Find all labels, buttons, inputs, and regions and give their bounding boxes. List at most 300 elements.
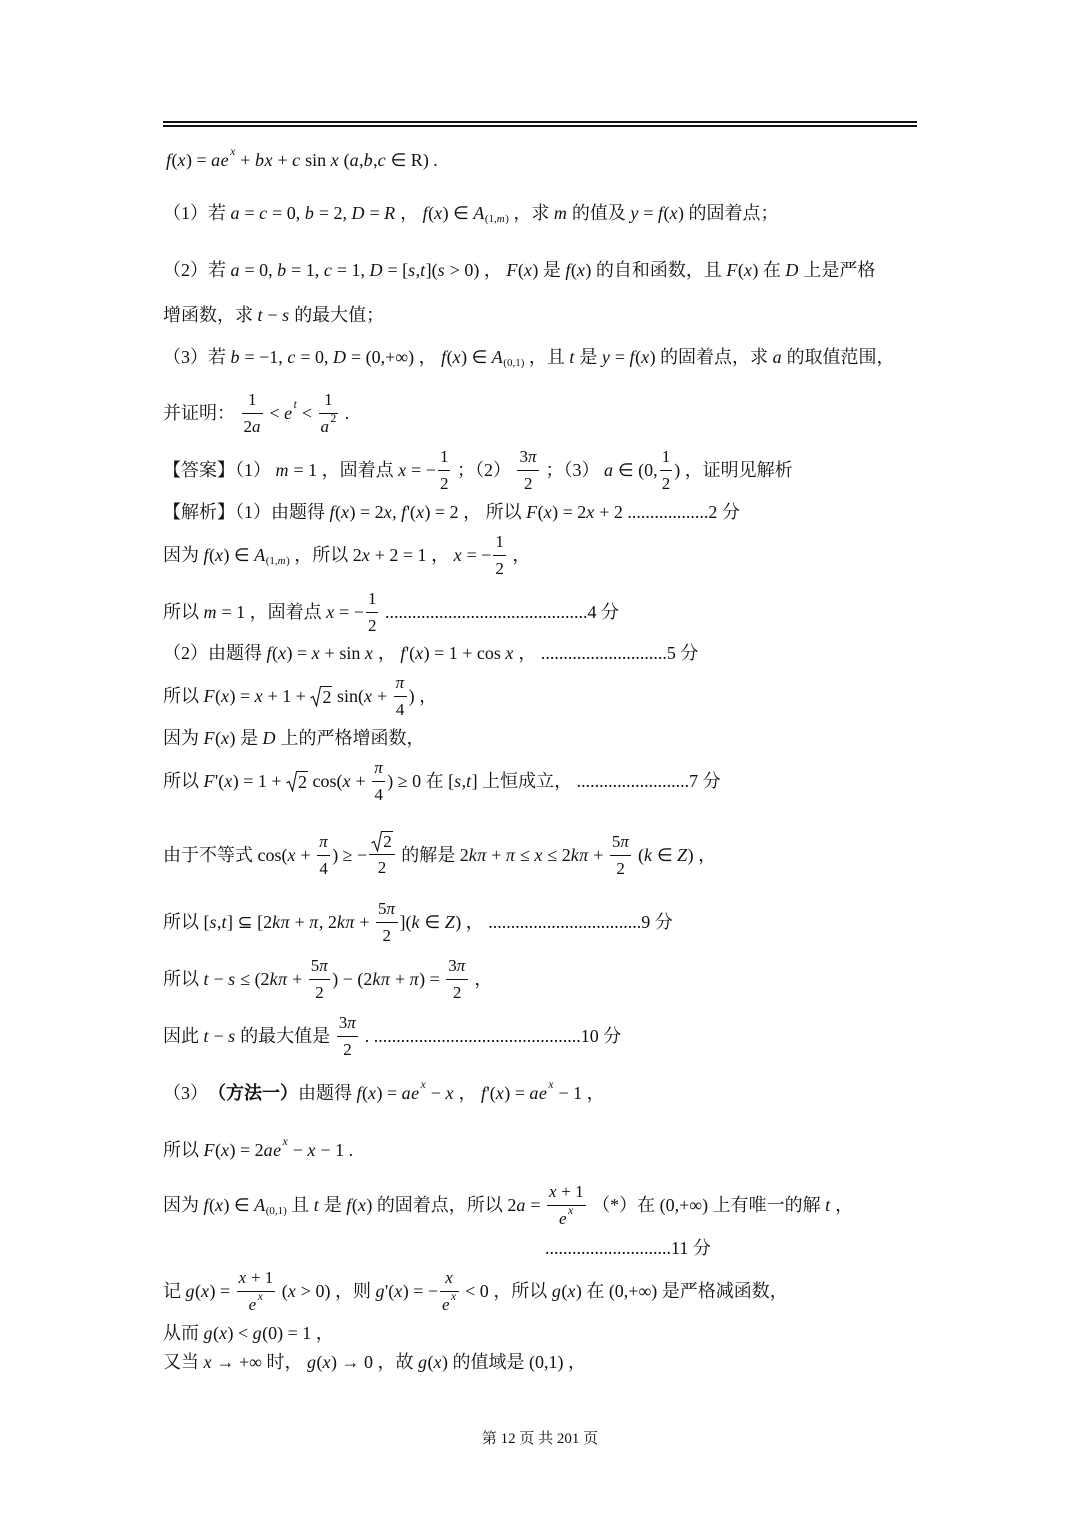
text-run: （2）由题得 [163, 643, 267, 663]
math-variable: f [266, 643, 272, 663]
text-run: 上的严格增函数， [276, 728, 425, 748]
math-expression: ) − (2kπ + π) = [332, 969, 445, 989]
math-variable: π [456, 955, 466, 975]
numerator [438, 446, 451, 471]
subscript: (0,1) [503, 357, 525, 369]
subscript: (0,1) [265, 1205, 287, 1217]
math-variable: x [363, 686, 372, 706]
math-variable: m [496, 213, 505, 225]
text-run: ，证明见解析 [680, 460, 793, 480]
math-variable: e [411, 1083, 420, 1103]
math-expression: (0,1) [528, 1352, 564, 1372]
subscript: (1,m) [265, 555, 290, 567]
solution-part-2-line-4 [163, 753, 721, 809]
text-run: . ..............................................10 分 [360, 1026, 622, 1046]
math-variable: a [516, 1195, 526, 1215]
text-run: ，求 [508, 203, 554, 223]
math-variable: Z [444, 912, 455, 932]
math-expression: 4 [374, 784, 383, 804]
math-variable: a [263, 1140, 273, 1160]
text-run: ， [693, 845, 717, 865]
math-variable: x [445, 1267, 453, 1287]
math-expression: 5π [310, 955, 328, 975]
text-run: ， [414, 686, 438, 706]
text-run: 由于不等式 [163, 845, 258, 865]
math-variable: m [553, 203, 567, 223]
fraction [309, 955, 331, 1004]
radical-sign-icon [371, 831, 382, 852]
text-run: 所以 [163, 602, 204, 622]
math-expression [773, 346, 783, 368]
math-variable: a [320, 416, 330, 436]
denominator [610, 856, 632, 880]
math-variable: g [551, 1281, 561, 1301]
question-part-3-line-1 [163, 329, 895, 385]
math-variable: x [311, 643, 320, 663]
text-run: ，固着点 [317, 460, 399, 480]
math-variable: b [363, 150, 373, 170]
denominator [446, 980, 468, 1004]
square-root [286, 771, 308, 792]
function-name: sin [339, 643, 361, 663]
function-definition [166, 132, 438, 188]
numerator [309, 955, 331, 980]
text-run: 的最大值； [289, 305, 385, 325]
math-variable: x [342, 771, 351, 791]
math-variable: c [287, 347, 296, 367]
math-expression [321, 416, 330, 438]
math-variable: a [604, 460, 613, 480]
math-variable: x [452, 347, 461, 367]
math-variable: g [185, 1281, 195, 1301]
math-expression: < e [265, 403, 293, 423]
radicand: 2 [298, 771, 308, 792]
text-run: （*）在 [587, 1195, 660, 1215]
math-variable: x [543, 502, 552, 522]
math-expression: (0,+∞) [659, 1195, 709, 1215]
text-run: 因为 [163, 1195, 204, 1215]
page-number-footer: 第 12 页 共 201 页 [481, 1431, 599, 1447]
math-variable: x [548, 1079, 554, 1091]
math-variable: x [669, 203, 678, 223]
math-expression: 4 [395, 699, 405, 719]
math-expression: 2 [315, 982, 324, 1002]
fraction [376, 898, 398, 947]
math-expression: 4 [319, 858, 328, 878]
numerator [547, 1181, 586, 1206]
solution-part-3-line-2 [163, 1122, 353, 1178]
math-expression [396, 672, 405, 694]
math-variable: c [259, 203, 268, 223]
fraction [610, 831, 632, 880]
math-variable: c [292, 150, 301, 170]
math-variable: x [364, 643, 373, 663]
denominator [440, 1292, 459, 1316]
radical-sign [286, 771, 297, 792]
text-run: 的固着点，求 [655, 347, 773, 367]
math-variable: a [529, 1083, 539, 1103]
math-variable: D [332, 347, 346, 367]
bold-text: （方法一） [208, 1083, 298, 1103]
math-variable: f [329, 502, 335, 522]
math-variable: f [441, 347, 447, 367]
math-variable: x [215, 545, 224, 565]
math-expression: g(x) = [185, 1281, 235, 1301]
math-variable: x [523, 260, 532, 280]
math-variable: x [230, 146, 236, 158]
denominator [493, 556, 506, 580]
math-expression: 3π [448, 955, 466, 975]
math-variable: f [565, 260, 571, 280]
text-run: ，且 [524, 347, 570, 367]
radicand: 2 [322, 686, 332, 707]
superscript [258, 1291, 264, 1303]
math-variable: c [323, 260, 332, 280]
math-expression: f'(x) = 1 + cos x [400, 643, 514, 663]
solution-part-2-line-5 [163, 827, 716, 883]
solution-part-3-line-3 [163, 1177, 853, 1233]
math-variable: b [277, 260, 287, 280]
math-variable: x [221, 728, 229, 748]
math-variable: π [477, 845, 487, 865]
numerator [242, 389, 264, 414]
superscript [294, 399, 298, 411]
text-run: 的取值范围， [782, 347, 895, 367]
superscript: 2 [330, 412, 337, 425]
text-run: 【答案】（1） [163, 460, 276, 480]
math-expression: F(x) = 2x + 2 [526, 502, 623, 522]
numerator [446, 955, 468, 980]
math-variable: A [254, 545, 266, 565]
math-variable: x [451, 1290, 457, 1303]
text-run: ， [507, 545, 531, 565]
text-run: 在 [421, 771, 449, 791]
math-variable: y [601, 347, 610, 367]
math-expression [319, 831, 328, 853]
math-variable: k [643, 845, 652, 865]
math-variable: x [357, 1195, 366, 1215]
math-variable: f [166, 150, 172, 170]
math-expression: f(x) = ae [356, 1083, 420, 1103]
subscript: (1,m) [484, 213, 509, 225]
text-run: ............................11 分 [545, 1238, 711, 1258]
numerator [372, 757, 385, 782]
superscript [421, 1079, 427, 1091]
math-variable: x [361, 545, 370, 565]
math-variable: k [372, 969, 381, 989]
numerator [517, 446, 539, 471]
denominator [319, 414, 339, 438]
text-run: ，故 [372, 1352, 418, 1372]
math-expression: + bx + c sin x (a,b,c ∈ [235, 150, 411, 170]
header-rule-bottom [163, 125, 917, 127]
radical-sign-icon [310, 686, 321, 707]
math-variable: x [495, 1083, 504, 1103]
math-expression: x → +∞ [203, 1352, 262, 1372]
math-expression: x = − [453, 545, 492, 565]
numerator [610, 831, 632, 856]
text-run: 所以 [163, 1140, 204, 1160]
math-variable: x [326, 602, 335, 622]
text-run: ， [453, 1083, 481, 1103]
math-variable: s [209, 912, 217, 932]
math-expression: 5π [378, 898, 396, 918]
math-variable: t [203, 1026, 209, 1046]
text-run: 是 [538, 260, 566, 280]
numerator [366, 588, 379, 613]
math-expression: [s,t] ⊆ [2kπ + π, 2kπ + [203, 912, 375, 932]
text-run: 上有唯一的解 [708, 1195, 826, 1215]
math-variable: k [269, 969, 278, 989]
math-expression: ) [674, 460, 681, 480]
text-run: 在 [758, 260, 786, 280]
text-run: ..................2 分 [622, 502, 740, 522]
math-variable: x [264, 150, 273, 170]
text-run: 是 [319, 1195, 347, 1215]
math-variable: f [629, 347, 635, 367]
math-variable: k [570, 845, 579, 865]
math-variable: A [473, 203, 485, 223]
math-expression: 2 [343, 1039, 352, 1059]
math-variable: f [203, 545, 209, 565]
text-run: ， [414, 347, 442, 367]
denominator [376, 923, 398, 947]
numerator [317, 831, 330, 856]
math-expression: g(x) [551, 1281, 582, 1301]
denominator [337, 1037, 359, 1061]
math-variable: f [422, 203, 428, 223]
math-expression: f(x) ∈ A [441, 347, 503, 367]
math-variable: F [203, 728, 215, 748]
text-run: 由题得 [298, 1083, 357, 1103]
math-expression: f(x) = 2x, f'(x) = 2 [329, 502, 459, 522]
math-expression: [s,t] [448, 771, 478, 791]
math-variable: f [346, 1195, 352, 1215]
math-variable: x [743, 260, 752, 280]
square-root [371, 831, 393, 852]
math-expression: f(x) [565, 260, 592, 280]
math-variable: π [280, 912, 290, 932]
math-variable: t [420, 260, 426, 280]
math-expression: F(x) [726, 260, 759, 280]
math-variable: t [203, 969, 209, 989]
math-expression: 2 [523, 473, 533, 493]
math-expression: − x [426, 1083, 454, 1103]
math-variable: m [277, 555, 286, 567]
text-run: （3）若 [163, 347, 231, 367]
math-variable: x [641, 347, 650, 367]
text-run: 因此 [163, 1026, 204, 1046]
math-expression: b = −1, c = 0, D = (0,+∞) [230, 347, 415, 367]
math-variable: A [254, 1195, 266, 1215]
function-name: sin [305, 150, 327, 170]
denominator [242, 414, 264, 438]
solution-part-1-line-2 [163, 527, 530, 583]
math-variable: F [726, 260, 738, 280]
math-expression: y = f(x) [630, 203, 685, 223]
math-expression: F(x) = x + 1 + [203, 686, 311, 706]
math-variable: m [275, 460, 289, 480]
math-variable: x [287, 1281, 296, 1301]
math-expression: F(x) [203, 728, 236, 748]
math-variable: c [377, 150, 386, 170]
math-expression: 2 [452, 982, 462, 1002]
math-variable: x [215, 1195, 224, 1215]
text-run: ， [830, 1195, 854, 1215]
math-variable: s [282, 305, 290, 325]
math-expression: f(x) ∈ A [203, 545, 266, 565]
math-expression: . [340, 403, 350, 423]
math-variable: b [230, 347, 240, 367]
math-variable: x [415, 643, 424, 663]
denominator [309, 980, 331, 1004]
math-expression [374, 757, 383, 779]
math-variable: f [658, 203, 664, 223]
numerator [394, 672, 407, 697]
radical-sign [310, 686, 321, 707]
math-expression: ) . [422, 150, 438, 170]
fraction [446, 955, 468, 1004]
text-run: 记 [163, 1281, 186, 1301]
math-variable: t [257, 305, 263, 325]
text-run: 所以 [163, 686, 204, 706]
fraction [372, 757, 385, 806]
math-variable: x [219, 1323, 227, 1343]
math-expression: − x − 1 [288, 1140, 345, 1160]
math-variable: x [434, 203, 443, 223]
text-run: 时， [261, 1352, 307, 1372]
radicand: 2 [383, 832, 392, 851]
math-variable: x [257, 1290, 263, 1303]
math-variable: t [569, 347, 575, 367]
solution-part-3-line-6 [163, 1334, 586, 1390]
text-run: 的固着点； [684, 203, 779, 223]
math-variable: a [230, 260, 240, 280]
math-variable: π [395, 672, 405, 692]
math-variable: π [309, 912, 319, 932]
text-run: 是严格减函数， [657, 1281, 788, 1301]
math-expression: 1 [495, 531, 504, 551]
text-run: 所以 [163, 912, 204, 932]
math-expression: t − s [257, 305, 290, 325]
math-variable: e [538, 1083, 547, 1103]
math-variable: π [345, 912, 355, 932]
math-expression: 5π [611, 831, 629, 851]
math-variable: f [203, 1195, 209, 1215]
math-expression: 1 [367, 588, 377, 608]
math-expression: (x > 0) [277, 1281, 331, 1301]
math-expression: 1 [661, 446, 671, 466]
math-variable: e [248, 1294, 257, 1314]
text-run: 所以 [163, 969, 204, 989]
math-variable: x [341, 502, 350, 522]
math-expression: 1 [248, 389, 257, 409]
text-run: ，所以 [289, 545, 353, 565]
superscript [548, 1079, 554, 1091]
text-run: ， ..................................9 分 [461, 912, 673, 932]
math-expression: 1 [324, 389, 333, 409]
fraction [242, 389, 264, 438]
math-expression: 2a [243, 416, 261, 436]
math-variable: x [548, 1181, 557, 1201]
math-variable: e [284, 403, 293, 423]
text-run: ， ............................5 分 [513, 643, 699, 663]
fraction [440, 1267, 459, 1316]
radical-sign-icon [286, 771, 297, 792]
text-run: . [344, 1140, 354, 1160]
math-expression: cos(x + [257, 845, 316, 865]
math-variable: e [558, 1208, 567, 1228]
text-run: 从而 [163, 1323, 204, 1343]
math-variable: D [785, 260, 799, 280]
math-expression: y = f(x) [601, 347, 656, 367]
math-variable: a [349, 150, 359, 170]
math-expression: 2 [377, 858, 387, 877]
math-variable: x [287, 845, 296, 865]
math-variable: g [417, 1352, 427, 1372]
math-expression: f(x) [346, 1195, 373, 1215]
math-expression [785, 259, 799, 281]
math-variable: x [278, 643, 287, 663]
math-variable: x [368, 1083, 377, 1103]
text-run: ， [426, 545, 454, 565]
math-variable: k [468, 845, 477, 865]
text-run: 所以 [163, 771, 204, 791]
math-expression: m = 1 [275, 460, 318, 480]
math-variable: t [466, 771, 472, 791]
superscript [230, 146, 236, 158]
math-variable: s [437, 260, 445, 280]
math-variable: k [336, 912, 345, 932]
math-expression: 1 [439, 446, 449, 466]
math-variable: x [420, 1079, 426, 1091]
text-run: 且 [286, 1195, 314, 1215]
text-run: 上是严格 [798, 260, 876, 280]
math-variable: x [282, 1136, 288, 1148]
math-expression: t − s ≤ (2kπ + [203, 969, 307, 989]
numerator [319, 389, 339, 414]
math-variable: b [304, 203, 314, 223]
function-name: cos [312, 771, 337, 791]
text-run: 是 [235, 728, 263, 748]
text-run: 增函数，求 [163, 305, 258, 325]
math-expression: 3π [338, 1012, 356, 1032]
math-variable: f [356, 1083, 362, 1103]
math-variable: s [228, 969, 236, 989]
superscript [283, 1136, 289, 1148]
solution-part-2-line-8 [163, 1008, 621, 1064]
math-variable: x [383, 502, 392, 522]
math-variable: x [224, 771, 233, 791]
math-variable: x [433, 1352, 442, 1372]
function-name: sin [336, 686, 358, 706]
math-variable: e [273, 1140, 282, 1160]
text-run: 因为 [163, 545, 204, 565]
math-variable: a [211, 150, 221, 170]
math-variable: π [347, 1012, 356, 1032]
text-run: ，所以 [488, 1281, 552, 1301]
math-variable: F [203, 1140, 215, 1160]
math-expression: 2kπ + π ≤ x ≤ 2kπ + [459, 845, 608, 865]
math-expression: sin(x + [336, 686, 392, 706]
math-expression: 2 [439, 473, 449, 493]
math-variable: a [772, 347, 782, 367]
math-expression: f(x) ∈ A [422, 203, 485, 223]
text-run: 上恒成立， .........................7 分 [477, 771, 721, 791]
text-run: 是 [574, 347, 602, 367]
math-expression: F(x) = 2ae [203, 1140, 282, 1160]
math-expression: m = 1 [203, 602, 246, 622]
